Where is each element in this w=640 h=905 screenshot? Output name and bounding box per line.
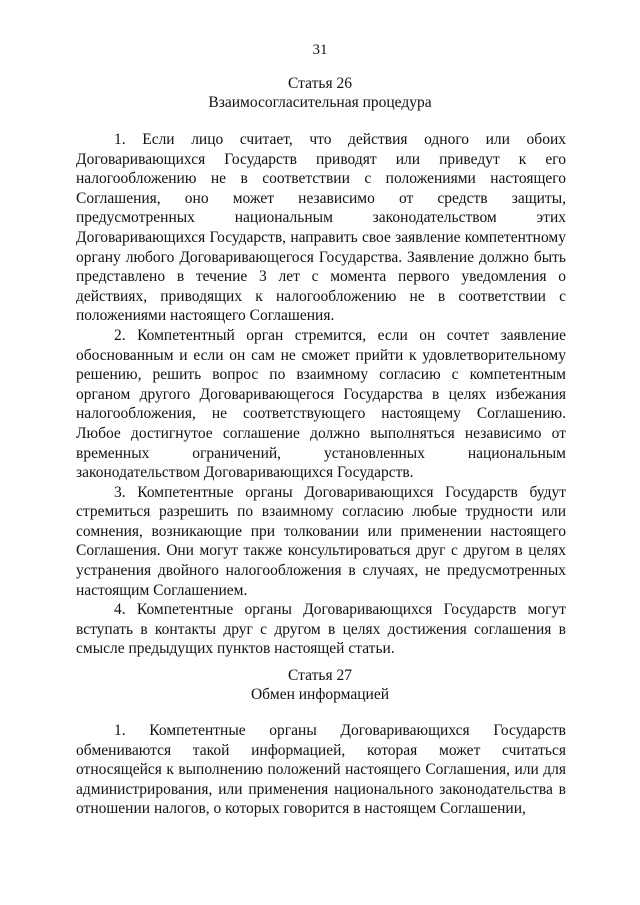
article-number: Статья 27 — [288, 667, 352, 684]
paragraph: 2. Компетентный орган стремится, если он сочтет заявление обоснованным и если он сам не сможет прийти к удовлетворительному решению, решить вопрос по взаимному согласию с компетентным органом другого Договаривающегося Государства в целях избежания налогообложения, не соответствующего настоящему Соглашению. Любое достигнутое соглашение должно выполняться независимо от временных ограничений, установленных национальным законодательством Договаривающихся Государств. — [76, 326, 566, 482]
article-number: Статья 26 — [288, 75, 352, 92]
article-title: Обмен информацией — [250, 686, 390, 703]
article-27-body — [76, 721, 566, 819]
article-26-body — [76, 130, 566, 659]
article-title: Взаимосогласительная процедура — [208, 94, 432, 111]
article-27-heading — [0, 666, 640, 704]
paragraph: 1. Компетентные органы Договаривающихся Государств обмениваются такой информацией, которая может считаться относящейся к выполнению положений настоящего Соглашения, или для администрирования, или применения национального законодательства в отношении налогов, о которых говорится в настоящем Соглашении, — [76, 722, 566, 818]
paragraph: 3. Компетентные органы Договаривающихся Государств будут стремиться разрешить по взаимному согласию любые трудности или сомнения, возникающие при толковании или применении настоящего Соглашения. Они могут также консультироваться друг с другом в целях устранения двойного налогообложения в случаях, не предусмотренных настоящим Соглашением. — [76, 483, 566, 599]
article-26-heading — [0, 74, 640, 112]
page-number: 31 — [312, 42, 328, 58]
paragraph: 4. Компетентные органы Договаривающихся Государств могут вступать в контакты друг с другом в целях достижения соглашения в смысле предыдущих пунктов настоящей статьи. — [76, 601, 566, 658]
paragraph: 1. Если лицо считает, что действия одного или обоих Договаривающихся Государств приводят или приведут к его налогообложению не в соответствии с положениями настоящего Соглашения, оно может независимо от средств защиты, предусмотренных национальным законодательством этих Договаривающихся Государств, направить свое заявление компетентному органу любого Договаривающегося Государства. Заявление должно быть представлено в течение 3 лет с момента первого уведомления о действиях, приводящих к налогообложению не в соответствии с положениями настоящего Соглашения. — [76, 131, 566, 325]
